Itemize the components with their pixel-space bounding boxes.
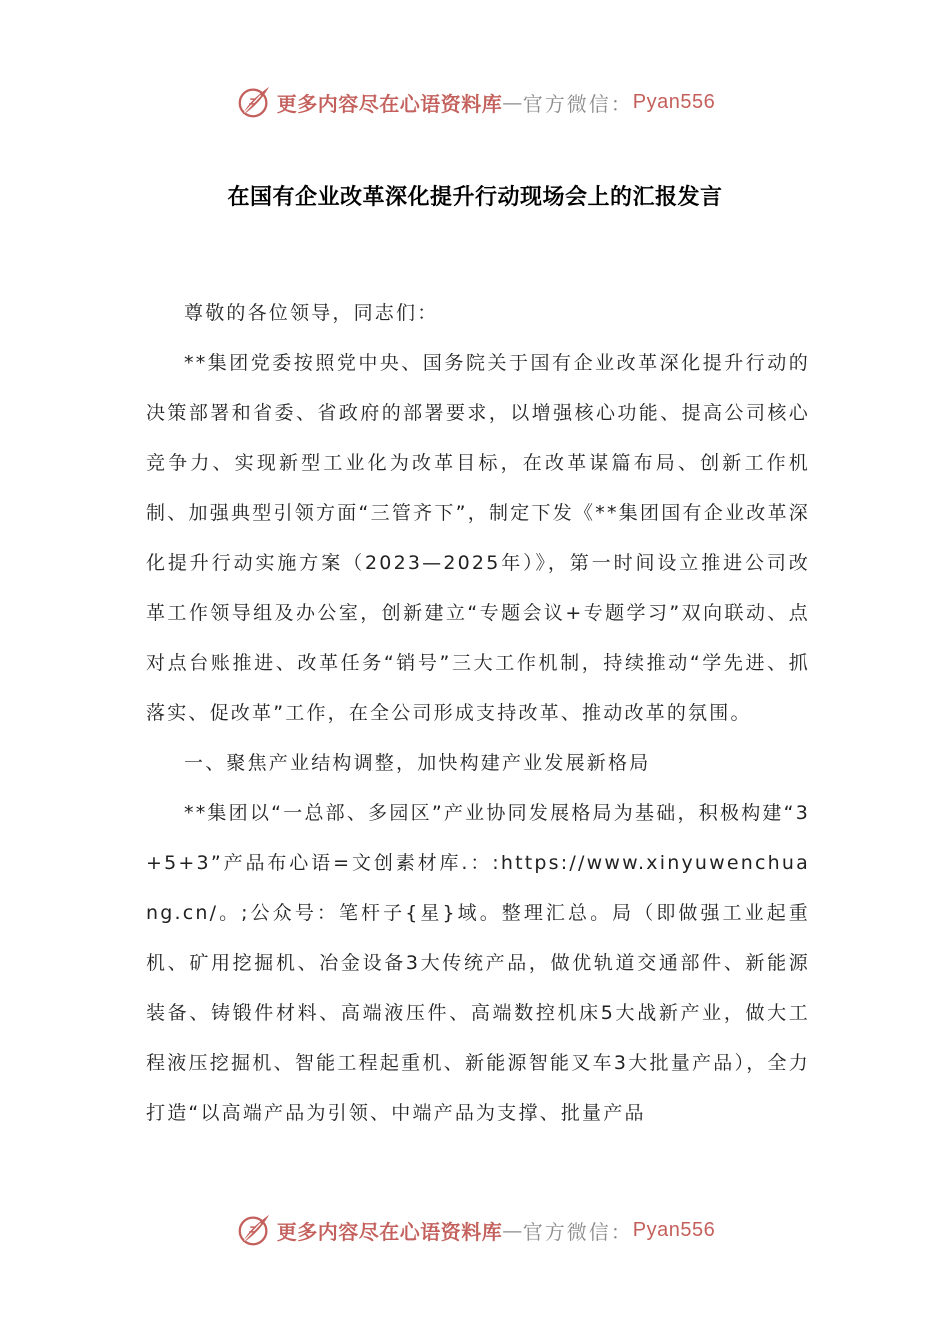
banner-wechat-label: 官方微信： bbox=[522, 91, 633, 116]
document-title: 在国有企业改革深化提升行动现场会上的汇报发言 bbox=[227, 185, 723, 210]
banner-dash: — bbox=[502, 90, 523, 114]
banner-wechat-id: Pyan556 bbox=[632, 1218, 716, 1241]
document-body bbox=[146, 288, 810, 1138]
paragraph-intro: **集团党委按照党中央、国务院关于国有企业改革深化提升行动的决策部署和省委、省政府的部署要求，以增强核心功能、提高公司核心竞争力、实现新型工业化为改革目标，在改革谋篇布局、创新工作机制、加强典型引领方面“三管齐下”，制定下发《**集团国有企业改革深化提升行动实施方案（2023—2025年）》，第一时间设立推进公司改革工作领导组及办公室，创新建立“专题会议+专题学习”双向联动、点对点台账推进、改革任务“销号”三大工作机制，持续推动“学先进、抓落实、促改革”工作，在全公司形成支持改革、推动改革的氛围。 bbox=[146, 352, 810, 724]
banner-wechat-id: Pyan556 bbox=[632, 90, 716, 113]
quill-seal-logo-icon bbox=[235, 1211, 273, 1249]
banner-main-text: 更多内容尽在心语资料库 bbox=[276, 1219, 503, 1244]
banner-wechat-label: 官方微信： bbox=[522, 1219, 633, 1244]
quill-seal-logo-icon bbox=[235, 83, 273, 121]
section-heading-1: 一、聚焦产业结构调整，加快构建产业发展新格局 bbox=[184, 752, 651, 774]
header-watermark-banner bbox=[0, 80, 950, 124]
salutation: 尊敬的各位领导，同志们： bbox=[184, 302, 439, 324]
paragraph-section-1: **集团以“一总部、多园区”产业协同发展格局为基础，积极构建“3+5+3”产品布心语=文创素材库.：:https://www.xinyuwenchuang.cn/。;公众号：笔杆子{星}域。整理汇总。局（即做强工业起重机、矿用挖掘机、冶金设备3大传统产品，做优轨道交通部件、新能源装备、铸锻件材料、高端液压件、高端数控机床5大战新产业，做大工程液压挖掘机、智能工程起重机、新能源智能叉车3大批量产品），全力打造“以高端产品为引领、中端产品为支撑、批量产品 bbox=[146, 802, 810, 1124]
footer-watermark-banner bbox=[0, 1208, 950, 1252]
banner-dash: — bbox=[502, 1218, 523, 1242]
banner-main-text: 更多内容尽在心语资料库 bbox=[276, 91, 503, 116]
